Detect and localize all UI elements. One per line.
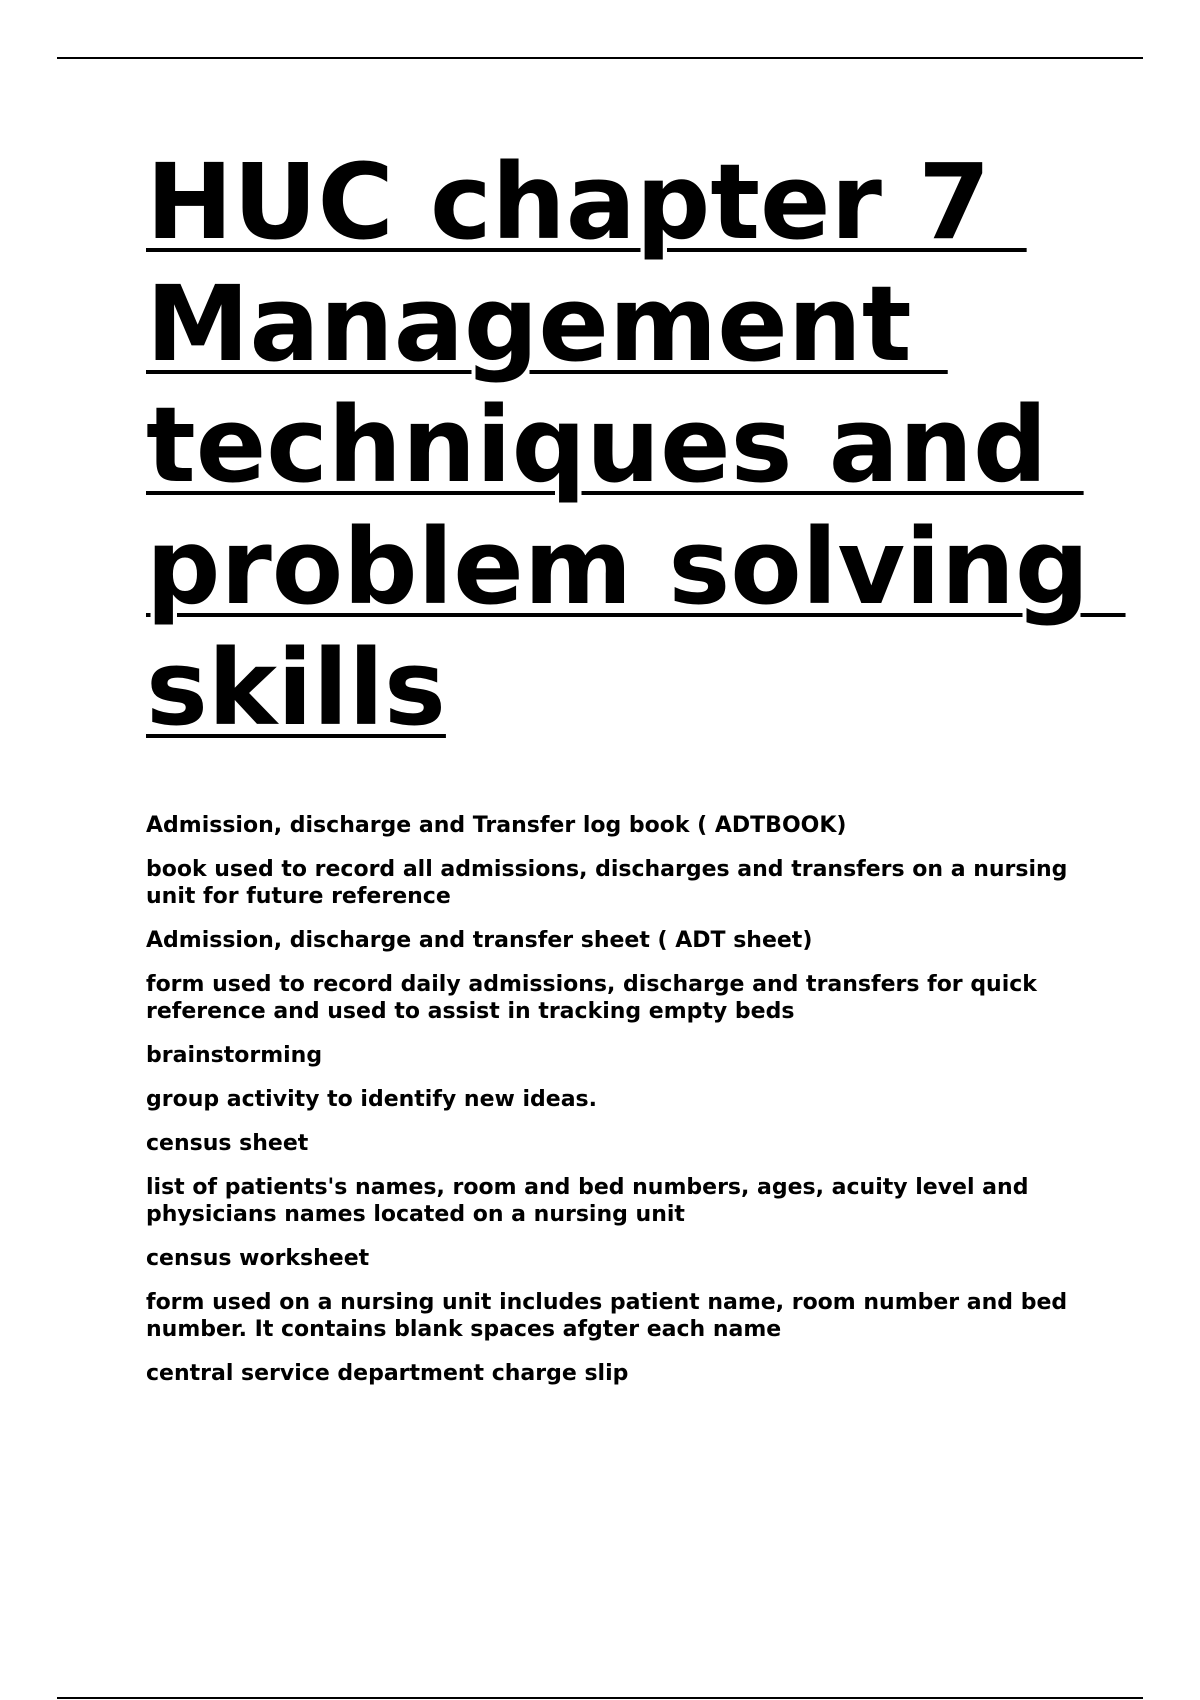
definition: list of patients's names, room and bed numbers, ages, acuity level and physicians names located on a nursing unit xyxy=(146,1175,1029,1227)
glossary-list xyxy=(146,812,1106,1404)
title-line: HUC chapter 7 xyxy=(146,141,1027,263)
definition: group activity to identify new ideas. xyxy=(146,1087,597,1112)
term: Admission, discharge and Transfer log book ( ADTBOOK) xyxy=(146,813,847,838)
term: Admission, discharge and transfer sheet ( ADT sheet) xyxy=(146,928,813,953)
top-rule xyxy=(57,57,1143,59)
term: brainstorming xyxy=(146,1043,323,1068)
term: central service department charge slip xyxy=(146,1361,629,1386)
document-title xyxy=(146,142,1146,750)
title-line: Management xyxy=(146,262,948,385)
definition: book used to record all admissions, discharges and transfers on a nursing unit for future reference xyxy=(146,857,1068,909)
definition: form used on a nursing unit includes patient name, room number and bed number. It contains blank spaces afgter each name xyxy=(146,1290,1068,1342)
term: census worksheet xyxy=(146,1246,370,1271)
term: census sheet xyxy=(146,1131,309,1156)
title-line: techniques and xyxy=(146,384,1084,506)
title-line: skills xyxy=(146,627,446,749)
title-line: problem solving xyxy=(146,505,1126,628)
bottom-rule xyxy=(57,1697,1143,1699)
definition: form used to record daily admissions, discharge and transfers for quick reference and used to assist in tracking empty beds xyxy=(146,972,1037,1024)
